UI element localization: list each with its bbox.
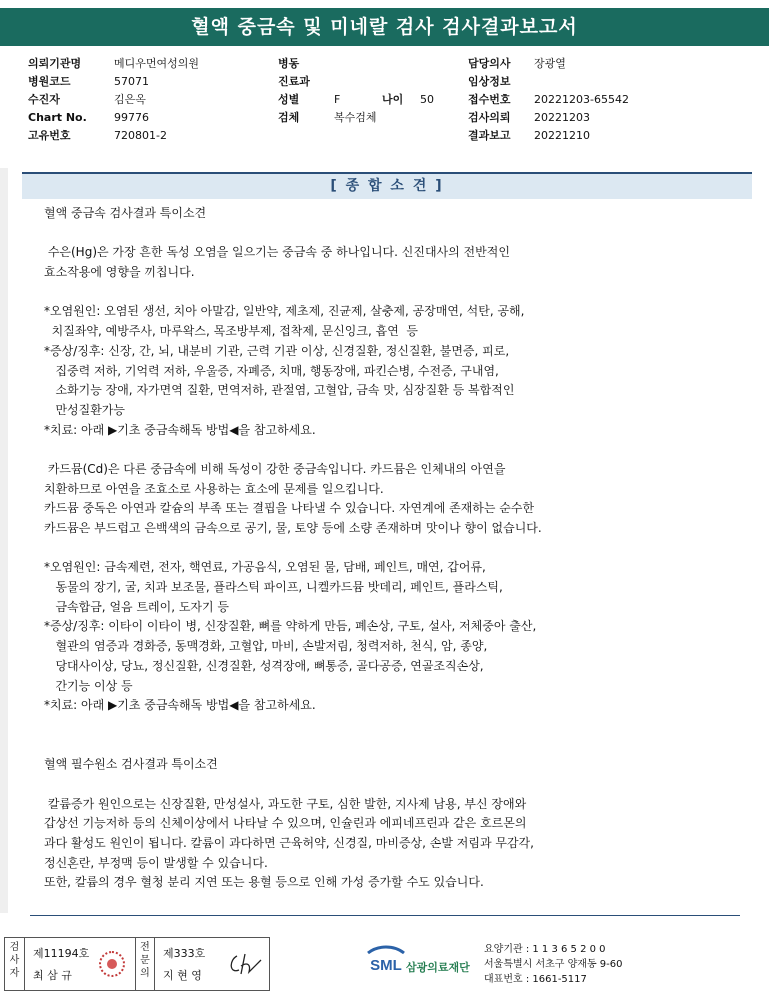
report-line: *치료: 아래 ▶기초 중금속해독 방법◀을 참고하세요. — [44, 698, 316, 713]
doctor-signature — [227, 950, 263, 978]
footer-divider — [30, 915, 740, 916]
org-name: 삼광의료재단 — [406, 961, 470, 974]
logo-mark-text: SML — [370, 957, 402, 974]
info-label-requester: 의뢰기관명 — [28, 57, 82, 70]
info-value-chart-no: 99776 — [114, 111, 149, 124]
report-line: *오염원인: 금속제련, 전자, 핵연료, 가공음식, 오염된 물, 담배, 페인트, 매연, 갑어류, — [44, 560, 486, 575]
org-phone: 대표번호 : 1661-5117 — [484, 974, 587, 985]
info-label-sex: 성별 — [278, 93, 300, 106]
info-value-test-request: 20221203 — [534, 111, 590, 124]
report-line: 소화기능 장애, 자가면역 질환, 면역저하, 관절염, 고혈압, 금속 맛, 심장질환 등 복합적인 — [44, 383, 515, 398]
info-label-hospital-code: 병원코드 — [28, 75, 71, 88]
report-line: 효소작용에 영향을 끼칩니다. — [44, 265, 195, 280]
sml-logo-icon — [364, 943, 408, 979]
report-line: *치료: 아래 ▶기초 중금속해독 방법◀을 참고하세요. — [44, 422, 316, 437]
report-line — [44, 440, 744, 460]
report-line: 혈액 필수원소 검사결과 특이소견 — [44, 757, 218, 772]
report-line: 혈액 중금속 검사결과 특이소견 — [44, 206, 207, 220]
report-line: 당대사이상, 당뇨, 정신질환, 신경질환, 성격장애, 뼈통증, 골다공증, 연골조직손상, — [44, 658, 484, 673]
info-value-specimen: 복수검체 — [334, 111, 377, 124]
left-margin-band — [0, 168, 8, 913]
info-value-patient: 김은옥 — [114, 93, 146, 106]
info-label-clinical-info: 임상정보 — [468, 75, 511, 88]
summary-heading: [ 종 합 소 견 ] — [22, 172, 752, 199]
report-line: 만성질환가능 — [44, 402, 125, 417]
report-line: 집중력 저하, 기억력 저하, 우울증, 자폐증, 치매, 행동장애, 파킨슨병, 수전증, 구내염, — [44, 363, 499, 378]
info-left — [28, 56, 199, 146]
report-line: 치환하므로 아연을 조효소로 사용하는 효소에 문제를 일으킵니다. — [44, 481, 384, 496]
report-line: 카드뮴 중독은 아연과 칼슘의 부족 또는 결핍을 나타낼 수 있습니다. 자연계에 존재하는 순수한 — [44, 501, 535, 516]
report-line: *증상/징후: 신장, 간, 뇌, 내분비 기관, 근력 기관 이상, 신경질환, 정신질환, 불면증, 피로, — [44, 343, 510, 358]
info-label-dept: 진료과 — [278, 75, 310, 88]
info-label-specimen: 검체 — [278, 111, 300, 124]
org-address: 서울특별시 서초구 양재동 9-60 — [484, 959, 623, 970]
info-value-requester: 메디우먼여성의원 — [114, 57, 200, 70]
info-value-unique-no: 720801-2 — [114, 129, 167, 142]
info-value-result-report: 20221210 — [534, 129, 590, 142]
report-line: 카드뮴(Cd)은 다른 중금속에 비해 독성이 강한 중금속입니다. 카드뮴은 인체내의 아연을 — [44, 461, 506, 476]
info-label-receipt-no: 접수번호 — [468, 93, 511, 106]
report-line: *오염원인: 오염된 생선, 치아 아말감, 일반약, 제초제, 진균제, 살충제, 공장매연, 석탄, 공해, — [44, 304, 525, 319]
report-line: 갑상선 기능저하 등의 신체이상에서 나타날 수 있으며, 인슐린과 에피네프린과 같은 호르몬의 — [44, 816, 527, 831]
info-value-sex: F — [334, 93, 341, 106]
info-label-result-report: 결과보고 — [468, 129, 511, 142]
info-label-chart-no: Chart No. — [28, 111, 87, 124]
info-value-age: 50 — [420, 93, 434, 106]
report-line: 동물의 장기, 굴, 치과 보조물, 플라스틱 파이프, 니켈카드뮴 밧데리, 페인트, 플라스틱, — [44, 580, 503, 595]
report-title: 혈액 중금속 및 미네랄 검사 검사결과보고서 — [0, 8, 769, 46]
report-line — [44, 716, 744, 736]
inspector-seal-stamp — [99, 951, 125, 977]
info-value-hospital-code: 57071 — [114, 75, 149, 88]
info-value-receipt-no: 20221203-65542 — [534, 93, 629, 106]
report-line: 칼륨증가 원인으로는 신장질환, 만성설사, 과도한 구토, 심한 발한, 지사제 남용, 부신 장애와 — [44, 796, 527, 811]
info-label-ward: 병동 — [278, 57, 300, 70]
info-value-doctor: 장광열 — [534, 57, 566, 70]
report-line — [44, 736, 744, 756]
report-line: 카드뮴은 부드럽고 은백색의 금속으로 공기, 물, 토양 등에 소량 존재하며 맛이나 향이 없습니다. — [44, 521, 542, 535]
doctor-label: 전문의 — [135, 938, 155, 990]
footer-info — [484, 942, 623, 987]
doctor-name: 지 현 영 — [163, 969, 202, 982]
report-line — [44, 224, 744, 244]
info-label-doctor: 담당의사 — [468, 57, 511, 70]
doctor-license: 제333호 — [163, 947, 206, 960]
report-line: 치질좌약, 예방주사, 마루왁스, 목조방부제, 접착제, 문신잉크, 흡연 등 — [44, 324, 419, 339]
care-org-no: 요양기관 : 1 1 3 6 5 2 0 0 — [484, 944, 606, 955]
report-line — [44, 283, 744, 303]
info-label-patient: 수진자 — [28, 93, 60, 106]
report-line — [44, 539, 744, 559]
inspector-label: 검사자 — [5, 938, 25, 990]
inspector-name: 최 삼 규 — [33, 969, 72, 982]
report-line: 또한, 칼륨의 경우 혈청 분리 지연 또는 용혈 등으로 인해 가성 증가할 수도 있습니다. — [44, 875, 484, 890]
report-line: 과다 활성도 원인이 됩니다. 칼륨이 과다하면 근육허약, 신경질, 마비증상, 손발 저림과 무감각, — [44, 836, 534, 850]
report-line: *증상/징후: 이타이 이타이 병, 신장질환, 뼈를 약하게 만듬, 폐손상, 구토, 설사, 저체중아 출산, — [44, 619, 537, 634]
report-line: 정신혼란, 부정맥 등이 발생할 수 있습니다. — [44, 855, 268, 870]
info-mid — [278, 56, 434, 128]
info-label-age: 나이 — [382, 93, 404, 106]
report-line — [44, 775, 744, 795]
report-line: 혈관의 염증과 경화증, 동맥경화, 고혈압, 마비, 손발저림, 청력저하, 천식, 암, 종양, — [44, 639, 488, 654]
report-body — [44, 204, 744, 893]
signature-box — [4, 937, 270, 991]
report-line: 금속합금, 얼음 트레이, 도자기 등 — [44, 599, 230, 614]
info-label-unique-no: 고유번호 — [28, 129, 71, 142]
report-line: 간기능 이상 등 — [44, 678, 133, 693]
info-label-test-request: 검사의뢰 — [468, 111, 511, 124]
report-line: 수은(Hg)은 가장 흔한 독성 오염을 일으기는 중금속 중 하나입니다. 신진대사의 전반적인 — [44, 245, 510, 260]
inspector-license: 제11194호 — [33, 947, 90, 960]
info-right — [468, 56, 629, 146]
